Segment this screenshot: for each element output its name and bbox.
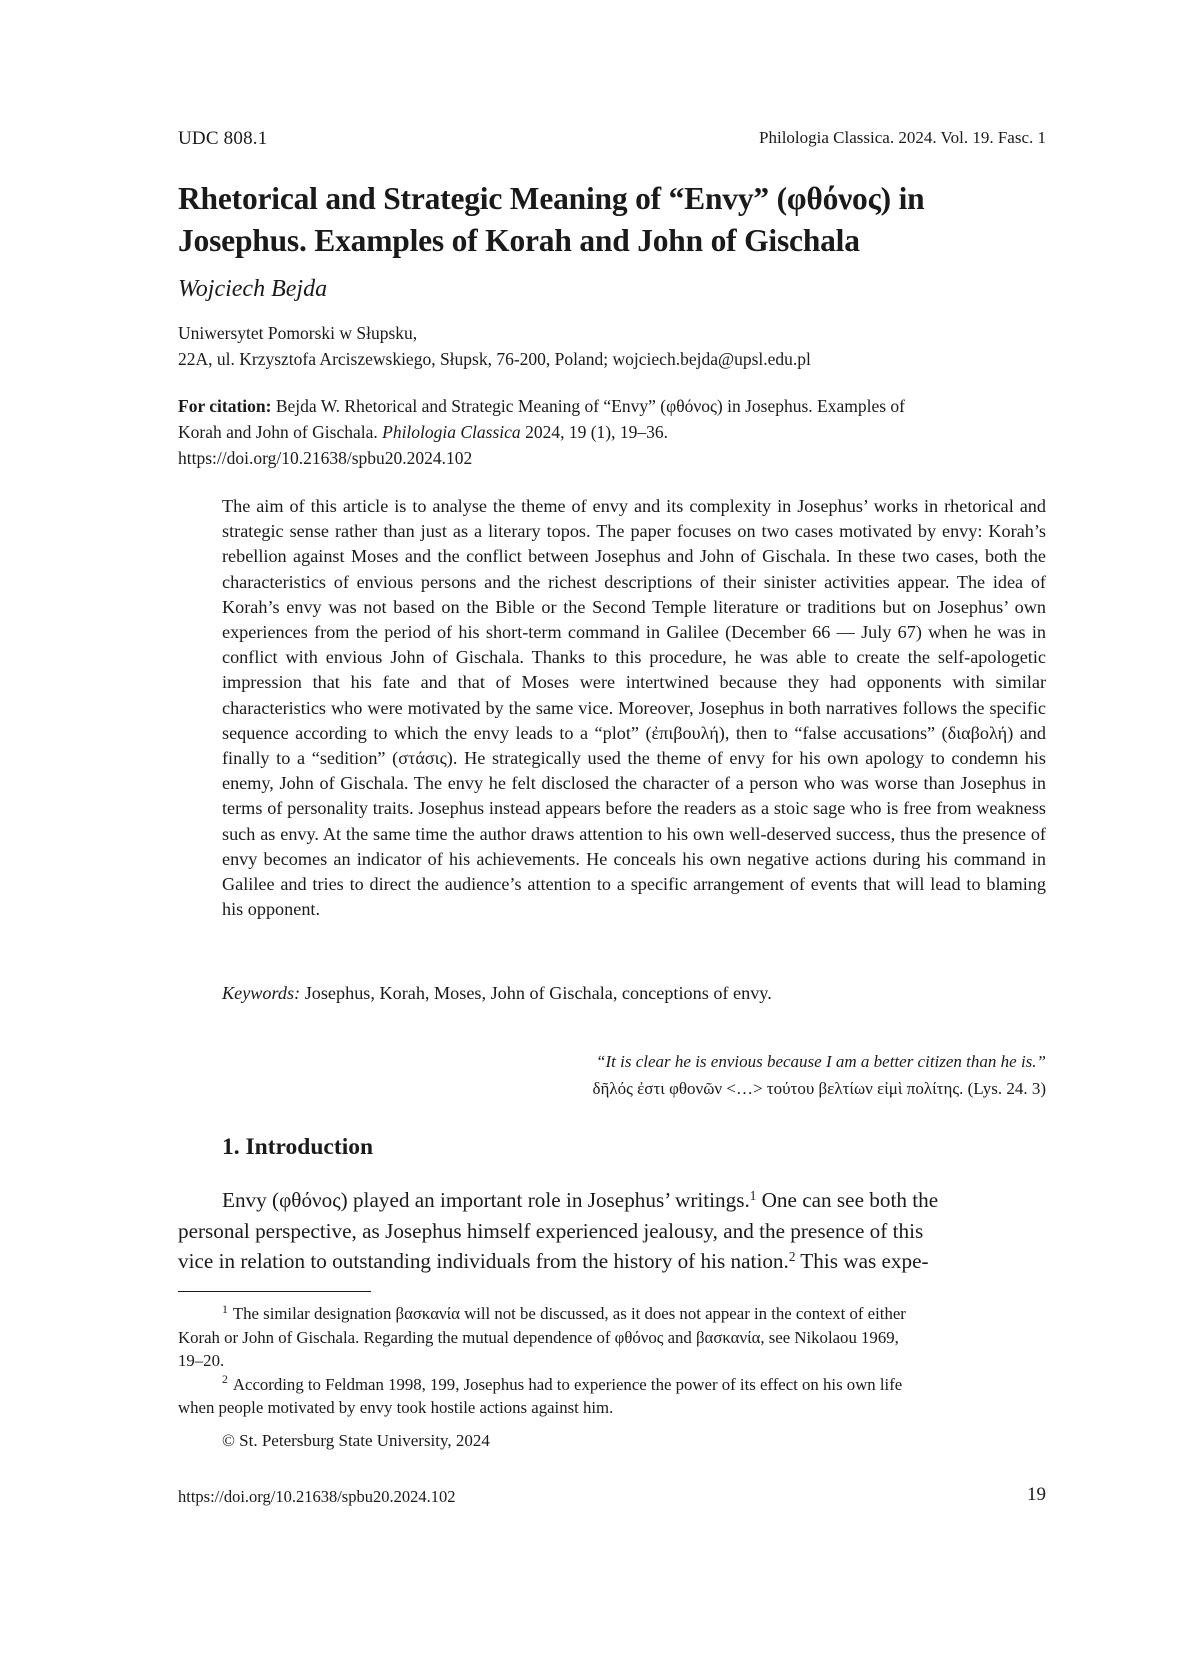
citation-line-1 (178, 393, 1046, 419)
epigraph-greek: δῆλός ἐστι φθονῶν <…> τούτου βελτίων εἰμὶ πολίτης. (Lys. 24. 3) (592, 1079, 1046, 1098)
citation-line-1-text: Bejda W. Rhetorical and Strategic Meaning of “Envy” (φθόνος) in Josephus. Examples of (271, 396, 906, 416)
footnote-2-line-1 (178, 1373, 1046, 1397)
keywords (222, 983, 772, 1004)
citation-journal: Philologia Classica (382, 422, 521, 442)
footnote-1-line-2: Korah or John of Gischala. Regarding the mutual dependence of φθόνος and βασκανία, see Nikolaou 1969, (178, 1327, 899, 1347)
title-line-2: Josephus. Examples of Korah and John of Gischala (178, 223, 860, 258)
body-text (178, 1185, 1046, 1277)
abstract-text: The aim of this article is to analyse the theme of envy and its complexity in Josephus’ works in rhetorical and strategic sense rather than just as a literary topos. The paper focuses on two cases motivated by envy: Korah’s rebellion against Moses and the conflict between Josephus and John of Gischala. In these two cases, both the characteristics of envious persons and the richest descriptions of their sinister activities appear. The idea of Korah’s envy was not based on the Bible or the Second Temple literature or traditions but on Josephus’ own experiences from the period of his short-term command in Galilee (December 66 — July 67) when he was in conflict with envious John of Gischala. Thanks to this procedure, he was able to create the self-apologetic impression that his fate and that of Moses were intertwined because they had opponents with similar characteristics who were motivated by the same vice. Moreover, Josephus in both narratives follows the specific sequence according to which the envy leads to a “plot” (ἐπιβουλή), then to “false accusations” (διαβολή) and finally to a “sedition” (στάσις). He strategically used the theme of envy for his own apology to condemn his enemy, John of Gischala. The envy he felt disclosed the character of a person who was worse than Josephus in terms of personality traits. Josephus instead appears before the readers as a stoic sage who is free from weakness such as envy. At the same time the author draws attention to his own well-deserved success, thus the presence of envy becomes an indicator of his achievements. He conceals his own negative actions during his command in Galilee and tries to direct the audience’s attention to a specific arrangement of events that will lead to blaming his opponent. (222, 496, 1046, 920)
running-header (178, 128, 1046, 154)
author-name: Wojciech Bejda (178, 276, 328, 302)
affiliation (178, 320, 811, 372)
body-line-2: personal perspective, as Josephus himself experienced jealousy, and the presence of this (178, 1218, 924, 1243)
footnote-1-line-3: 19–20. (178, 1351, 225, 1370)
footnote-1-line-1 (178, 1302, 1046, 1326)
footnote-2 (178, 1373, 1046, 1420)
footer-doi[interactable]: https://doi.org/10.21638/spbu20.2024.102 (178, 1487, 456, 1506)
footnote-ref-2[interactable]: 2 (788, 1248, 796, 1264)
epigraph-english: “It is clear he is envious because I am a better citizen than he is.” (596, 1052, 1046, 1071)
keywords-list: Josephus, Korah, Moses, John of Gischala, conceptions of envy. (300, 983, 772, 1003)
epigraph (593, 1048, 1046, 1102)
body-line-3-post: This was expe- (795, 1249, 929, 1273)
citation-label: For citation: (178, 396, 272, 416)
citation-block (178, 393, 1046, 471)
footnote-2-text-1: According to Feldman 1998, 199, Josephus had to experience the power of its effect on his own life (232, 1374, 903, 1394)
footnote-1 (178, 1302, 1046, 1373)
title-line-1: Rhetorical and Strategic Meaning of “Envy” (φθόνος) in (178, 181, 925, 216)
body-line-3-pre: vice in relation to outstanding individuals from the history of his nation. (178, 1249, 789, 1273)
footnote-ref-1[interactable]: 1 (749, 1187, 757, 1203)
section-heading: 1. Introduction (222, 1134, 374, 1160)
citation-line-2-post: 2024, 19 (1), 19–36. (520, 422, 668, 442)
citation-doi[interactable]: https://doi.org/10.21638/spbu20.2024.102 (178, 448, 473, 468)
citation-line-2 (178, 419, 1046, 445)
footnotes (178, 1302, 1046, 1420)
article-page (178, 0, 1046, 1655)
body-line-3 (178, 1246, 1046, 1277)
article-title (178, 178, 1046, 262)
body-line-1-pre: Envy (φθόνος) played an important role in Josephus’ writings. (222, 1188, 750, 1212)
body-line-1 (178, 1185, 1046, 1216)
body-line-1-post: One can see both the (756, 1188, 939, 1212)
page-number: 19 (1027, 1484, 1046, 1505)
keywords-label: Keywords: (222, 983, 301, 1003)
citation-line-2-pre: Korah and John of Gischala. (178, 422, 383, 442)
footnote-2-line-2: when people motivated by envy took hostile actions against him. (178, 1398, 614, 1417)
footnote-2-number: 2 (222, 1373, 228, 1387)
footnote-divider (178, 1291, 371, 1292)
abstract (222, 494, 1046, 922)
journal-info: Philologia Classica. 2024. Vol. 19. Fasc. 1 (759, 128, 1046, 147)
affiliation-line-2: 22A, ul. Krzysztofa Arciszewskiego, Słupsk, 76-200, Poland; wojciech.bejda@upsl.edu.pl (178, 349, 811, 369)
footnote-1-number: 1 (222, 1302, 228, 1316)
affiliation-line-1: Uniwersytet Pomorski w Słupsku, (178, 323, 418, 343)
footnote-1-text-1: The similar designation βασκανία will not be discussed, as it does not appear in the context of either (232, 1304, 906, 1323)
udc-code: UDC 808.1 (178, 128, 268, 149)
copyright: © St. Petersburg State University, 2024 (222, 1431, 490, 1450)
